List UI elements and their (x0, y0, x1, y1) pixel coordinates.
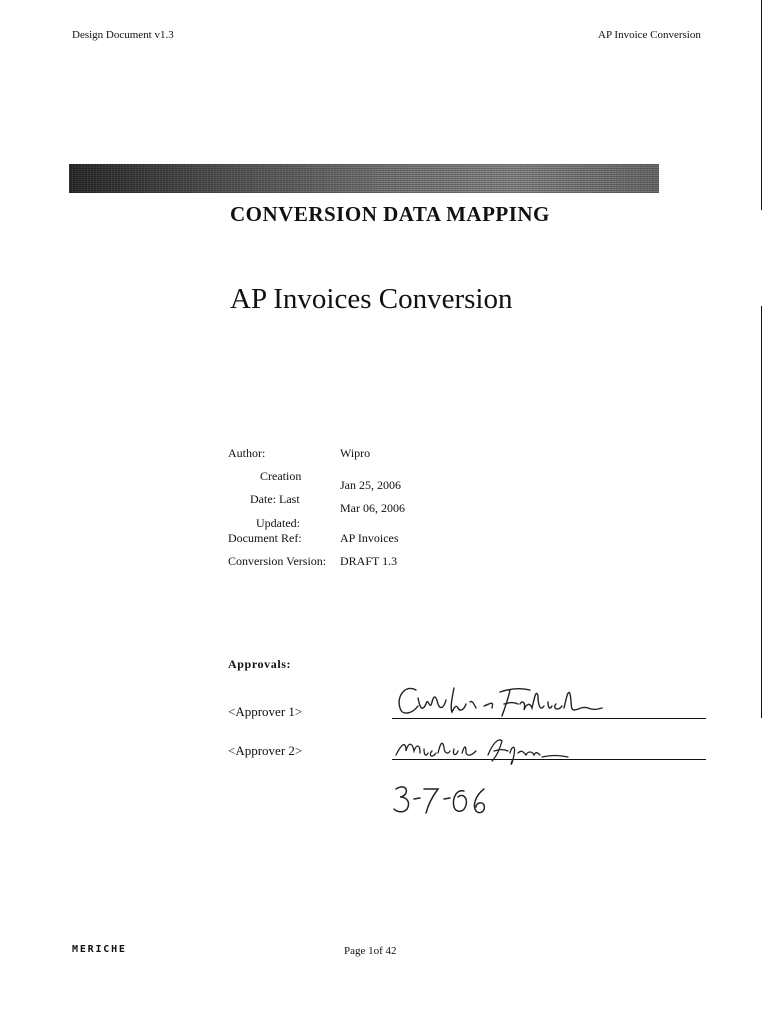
author-label: Author: (228, 446, 266, 460)
handwritten-date (392, 783, 502, 815)
margin-rule-bottom (761, 306, 762, 718)
approver-2-label: <Approver 2> (228, 743, 303, 758)
creation-label: Creation (260, 469, 302, 483)
page-number: Page 1of 42 (344, 945, 397, 957)
margin-rule-top (761, 0, 762, 210)
section-title: CONVERSION DATA MAPPING (230, 202, 550, 226)
author-value: Wipro (340, 446, 371, 460)
document-ref-value: AP Invoices (340, 531, 399, 545)
document-ref-label: Document Ref: (228, 531, 302, 545)
conversion-version-value: DRAFT 1.3 (340, 554, 398, 568)
title-banner (69, 164, 659, 193)
header-document-name: AP Invoice Conversion (598, 29, 701, 41)
last-updated-value: Mar 06, 2006 (340, 501, 405, 515)
updated-label: Updated: (256, 516, 300, 530)
document-title: AP Invoices Conversion (230, 283, 513, 315)
creation-date-value: Jan 25, 2006 (340, 478, 401, 492)
date-last-label: Date: Last (250, 492, 300, 506)
approvals-heading: Approvals: (228, 657, 292, 671)
approver-2-signature (392, 735, 612, 767)
conversion-version-label: Conversion Version: (228, 554, 327, 568)
approver-1-label: <Approver 1> (228, 704, 303, 719)
header-document-version: Design Document v1.3 (72, 29, 174, 41)
approver-1-signature (392, 682, 612, 722)
company-logo: MERICHE (72, 944, 127, 955)
